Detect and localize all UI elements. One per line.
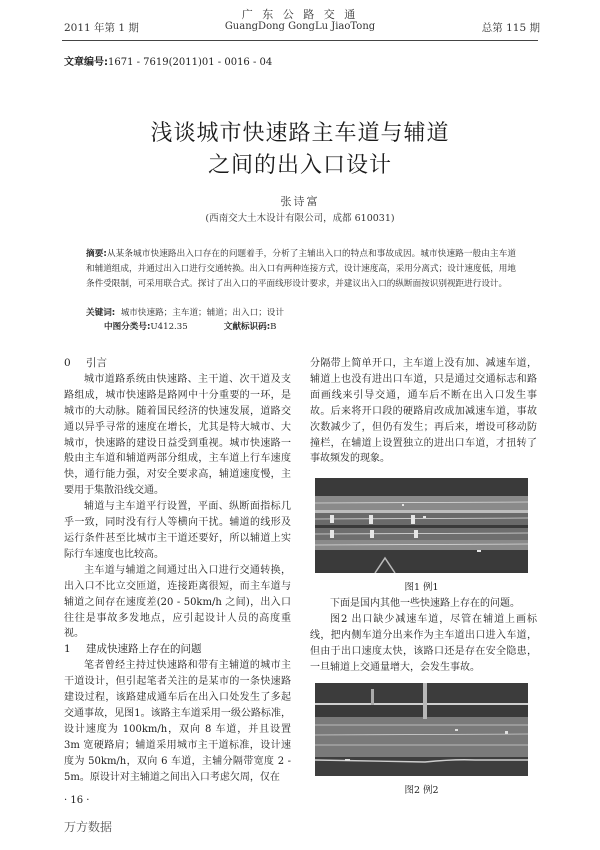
paragraph: 图2 出口缺少减速车道，尽管在辅道上画标线，把内侧车道分出来作为主车道出口进入车道，但由于出口速度太快，该路口还是存在安全隐患，一旦辅道上交通量增大，会发生事故。: [310, 613, 537, 673]
figure-1-caption: 图1 例1: [404, 582, 439, 593]
clc-value: U412.35: [150, 322, 188, 332]
keywords-label: 关键词:: [86, 308, 116, 318]
paragraph: 主车道与辅道之间通过出入口进行交通转换，出入口不比立交匝道，连接距离很短，而主车道与辅道之间存在速度差(20 - 50km/h 之间)，出入口往往是事故多发地点，应引起设计人员的高度重视。: [64, 564, 291, 640]
author-affiliation: (西南交大土木设计有限公司，成都 610031): [205, 213, 395, 224]
paragraph: 下面是国内其他一些快速路上存在的问题。: [330, 598, 520, 609]
abstract-text: 从某条城市快速路出入口存在的问题着手，分析了主辅出入口的特点和事故成因。城市快速路一般由主车道和辅道组成，并通过出入口进行交通转换。出入口有两种连接方式，设计速度高，采用分离式；设计速度低，用地条件受限制，可采用联合式。探讨了出入口的平面线形设计要求，并建议出入口的纵断面按识别视距进行设计。: [86, 249, 516, 289]
clc-label: 中图分类号:: [104, 322, 151, 332]
author-name: 张诗富: [280, 195, 320, 208]
left-column: [64, 356, 291, 785]
figure-2-image: [315, 683, 528, 776]
journal-name-cn: 广 东 公 路 交 通: [241, 8, 359, 21]
classification: [104, 320, 276, 332]
abstract-label: 摘要:: [86, 249, 107, 259]
article-number-label: 文章编号:: [64, 57, 108, 68]
paragraph: 辅道与主车道平行设置，平面、纵断面指标几乎一致，同时没有行人等横向干扰。辅道的线形及运行条件甚至比城市主干道还要好，所以辅道上实际行车速度也比较高。: [64, 501, 291, 560]
road-aerial-photo-1: [315, 478, 528, 573]
figure-1-image: [315, 478, 528, 573]
section-number: 0: [64, 357, 71, 369]
header-rule: [62, 40, 538, 41]
keywords-text: 城市快速路；主车道；辅道；出入口；设计: [120, 308, 284, 318]
page-title: [0, 118, 600, 182]
journal-name-en: GuangDong GongLu JiaoTong: [224, 21, 376, 32]
figure-2-caption: 图2 例2: [404, 785, 439, 796]
road-aerial-photo-2: [315, 683, 528, 776]
article-number-value: 1671 - 7619(2011)01 - 0016 - 04: [108, 57, 273, 68]
section-title: 引言: [86, 357, 107, 369]
total-issue: 总第 115 期: [481, 22, 540, 34]
section-number: 1: [64, 643, 71, 656]
title-line-2: 之间的出入口设计: [207, 153, 392, 178]
article-number: [64, 53, 272, 68]
section-heading-0: [64, 356, 291, 372]
paragraph: 城市道路系统由快速路、主干道、次干道及支路组成，城市快速路是路网中十分重要的一环，是城市的大动脉。随着国民经济的快速发展，道路交通以异乎寻常的速度在增长，尤其是特大城市、大城市，快速路的建设日益受到重视。城市快速路一般由主车道和辅道两部分组成，主车道上行车速度快，通行能力强，对安全要求高，辅道速度慢，主要用于集散沿线交通。: [64, 373, 291, 497]
title-line-1: 浅谈城市快速路主车道与辅道: [150, 121, 450, 146]
right-column-bottom: [310, 596, 537, 676]
doc-code-label: 文献标识码:: [223, 322, 271, 332]
doc-code-value: B: [270, 322, 277, 332]
right-column-top: [310, 356, 537, 467]
page-number: · 16 ·: [64, 795, 90, 806]
paragraph: 笔者曾经主持过快速路和带有主辅道的城市主干道设计，但引起笔者关注的是某市的一条快速路建设过程，该路建成通车后在出入口处发生了多起交通事故，见图1。该路主车道采用一级公路标准，设计速度为 100km/h，双向 8 车道，并且设置 3m 宽硬路肩；辅道采用城市主干道标准，设计速度为 50km/h，双向 6 车道，主辅分隔带宽度 2 - 5m。原设计对主辅道之间出入口考虑欠周，仅在: [64, 660, 291, 783]
watermark: 万方数据: [64, 820, 113, 834]
journal-issue: 2011 年第 1 期: [64, 22, 139, 34]
abstract: [86, 247, 516, 292]
section-title: 建成快速路上存在的问题: [86, 643, 202, 656]
keywords: [86, 306, 284, 318]
paragraph: 分隔带上简单开口，主车道上没有加、减速车道，辅道上也没有进出口车道，只是通过交通标志和路面画线来引导交通，通车后不断在出入口发生事故。后来将开口段的硬路肩改成加减速车道，事故次数减少了，但仍有发生；再后来，增设可移动防撞栏，在辅道上设置独立的进出口车道，才扭转了事故频发的现象。: [310, 358, 537, 465]
section-heading-1: [64, 642, 291, 658]
